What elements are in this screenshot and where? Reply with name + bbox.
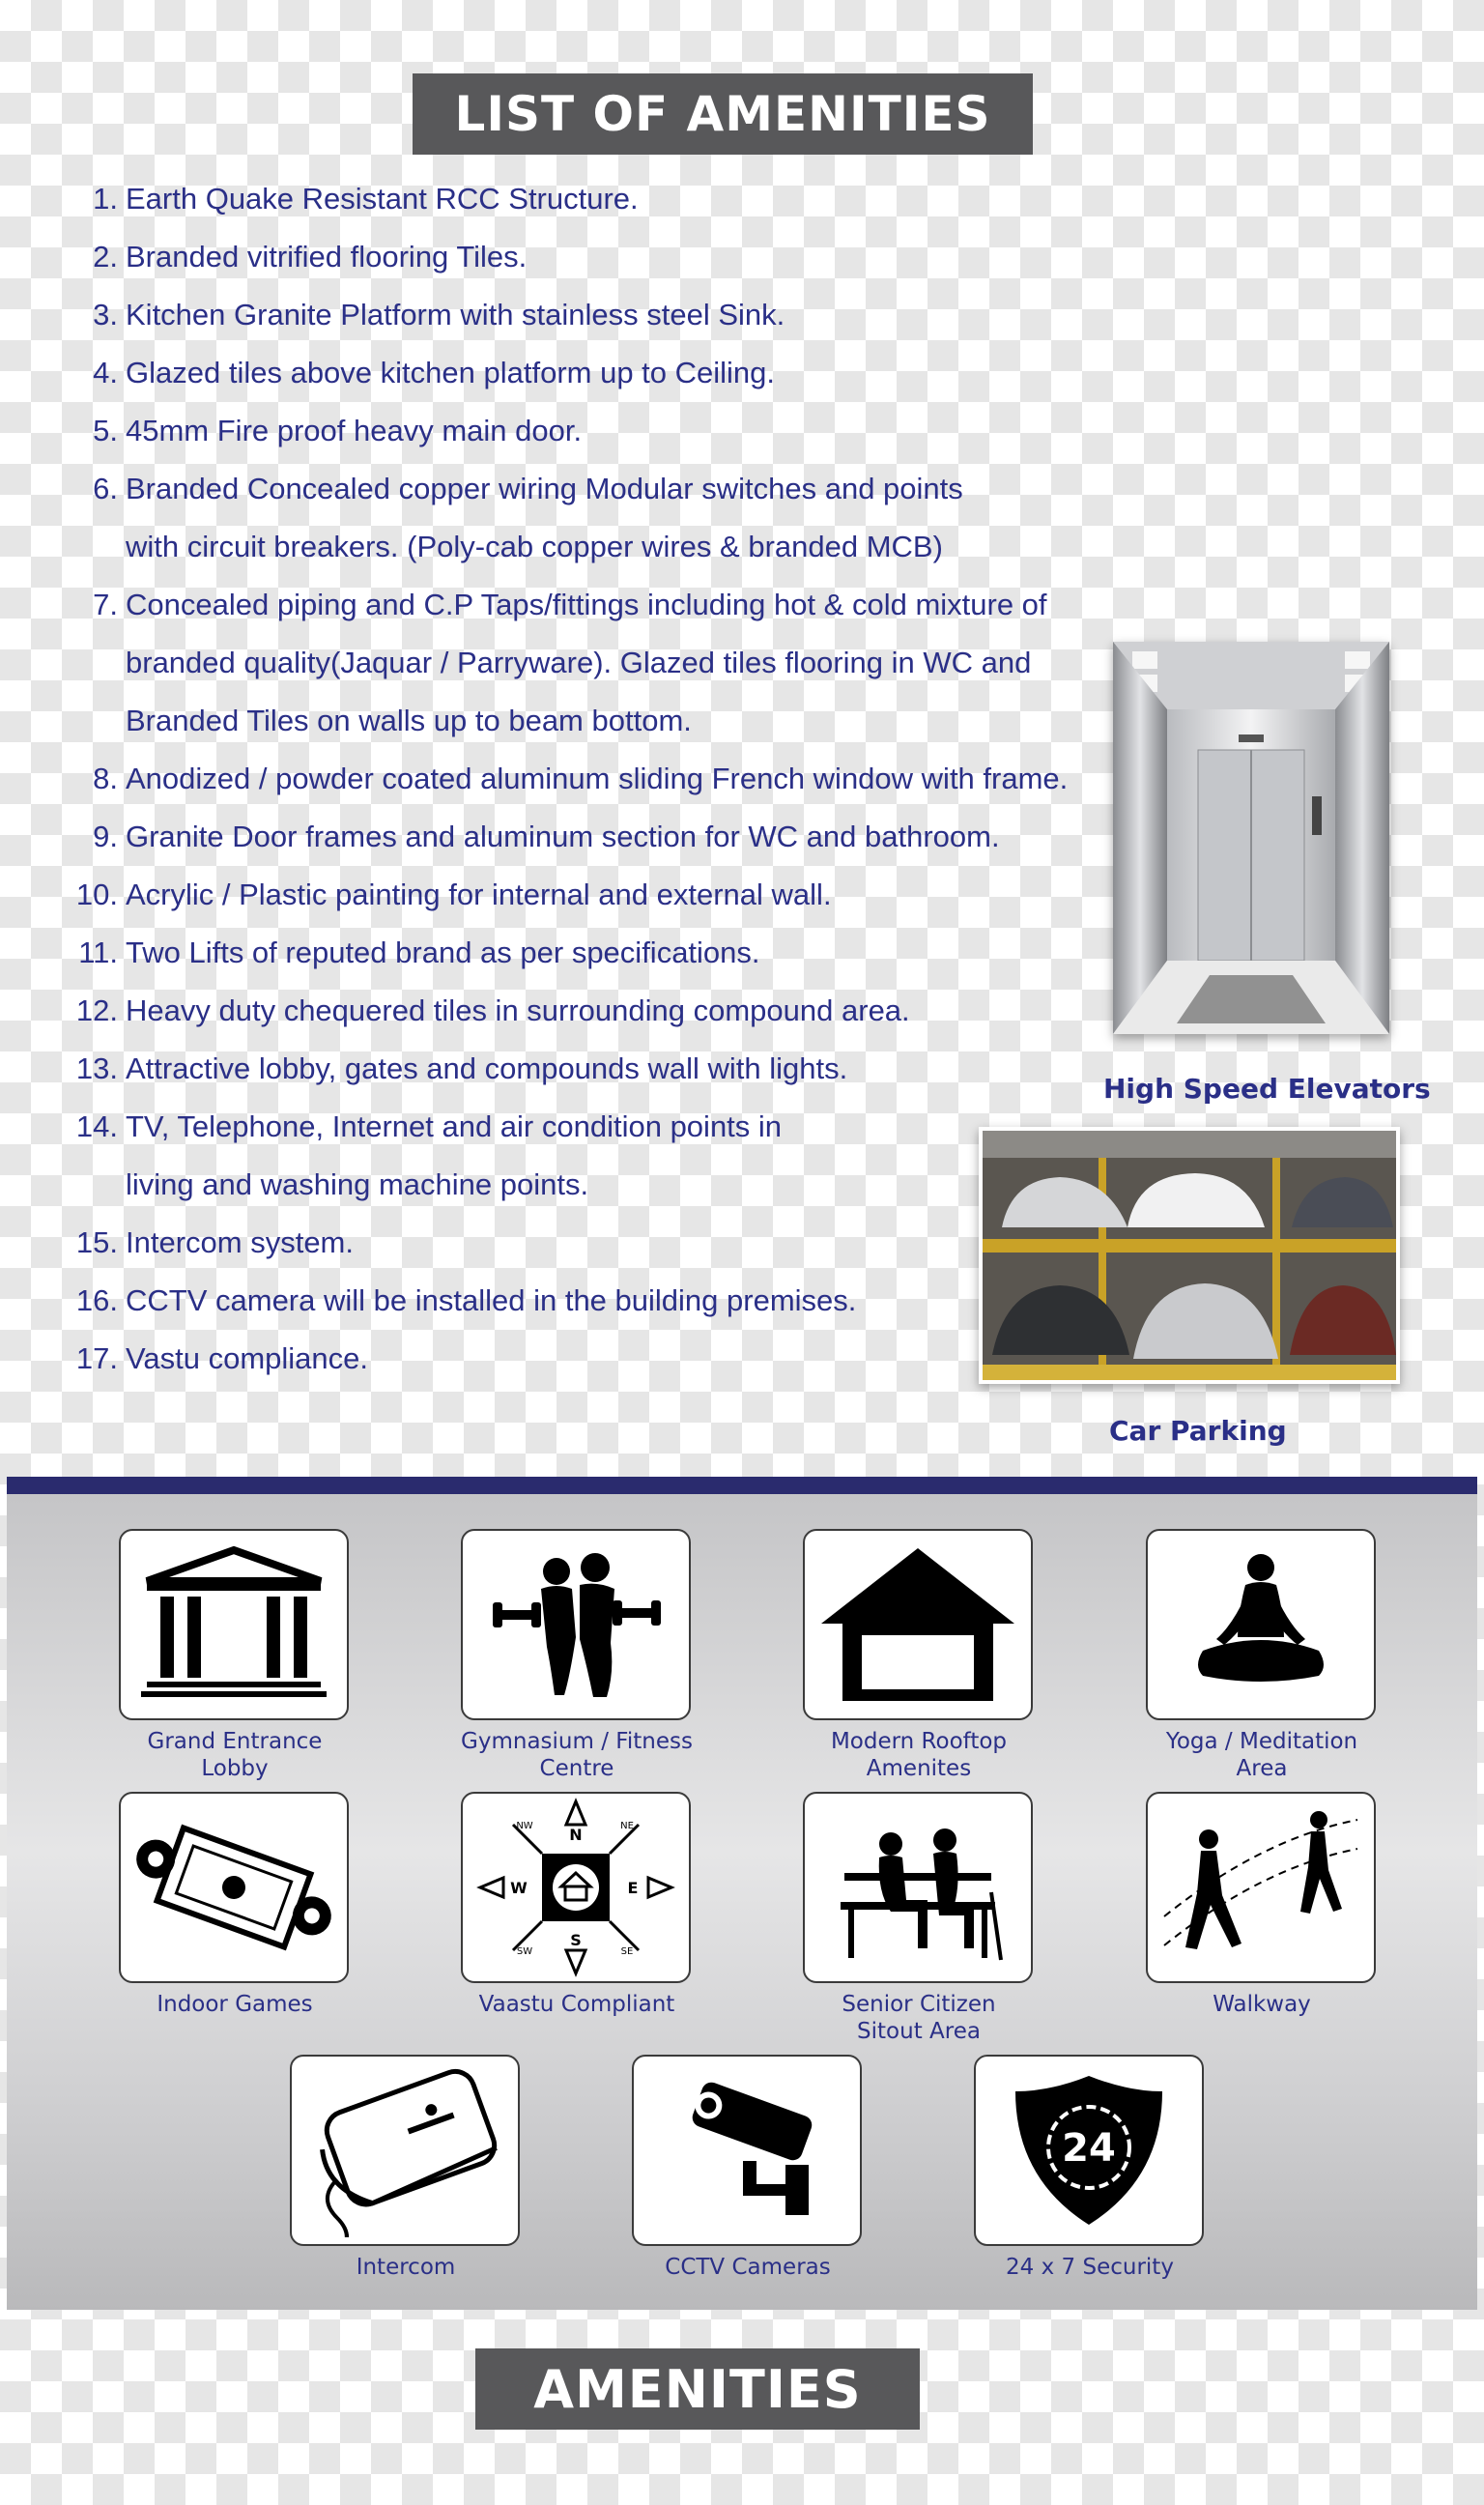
- icon-label-security: 24 x 7 Security: [1006, 2255, 1174, 2280]
- yoga-icon: [1146, 1529, 1376, 1720]
- amenity-list-item: [58, 1225, 354, 1260]
- amenity-number: 12.: [75, 993, 118, 1027]
- icon-label-gymnasium: Gymnasium / Fitness Centre: [461, 1729, 693, 1781]
- svg-text:S: S: [570, 1931, 582, 1949]
- amenity-list-item: [58, 1283, 856, 1318]
- gym-icon: [461, 1529, 691, 1720]
- amenity-list-item: [58, 472, 963, 506]
- game-table-icon: [119, 1792, 349, 1983]
- svg-text:N: N: [569, 1826, 583, 1844]
- amenity-text: 45mm Fire proof heavy main door.: [126, 414, 583, 447]
- amenity-text: Intercom system.: [126, 1225, 354, 1259]
- house-icon: [803, 1529, 1033, 1720]
- elevator-caption: High Speed Elevators: [1103, 1073, 1431, 1105]
- amenity-text: Heavy duty chequered tiles in surrounding compound area.: [126, 993, 910, 1027]
- amenity-list-item: [58, 646, 1031, 680]
- compass-icon: [461, 1792, 691, 1983]
- amenity-number: 17.: [75, 1341, 118, 1375]
- amenity-number: 13.: [75, 1051, 118, 1085]
- panel-divider: [7, 1477, 1477, 1494]
- amenity-text: Two Lifts of reputed brand as per specifications.: [126, 936, 760, 969]
- amenity-text: Earth Quake Resistant RCC Structure.: [126, 182, 639, 216]
- cctv-icon: [632, 2055, 862, 2246]
- amenity-number: 6.: [93, 472, 118, 505]
- amenity-number: 9.: [93, 820, 118, 853]
- elevator-photo: [1113, 642, 1389, 1034]
- page-title: LIST OF AMENITIES: [413, 73, 1033, 155]
- car-parking-caption: Car Parking: [1109, 1415, 1287, 1447]
- amenity-text: Granite Door frames and aluminum section for WC and bathroom.: [126, 820, 1000, 853]
- svg-text:NE: NE: [620, 1821, 634, 1831]
- amenity-list-item: [58, 1109, 782, 1144]
- amenity-text: CCTV camera will be installed in the building premises.: [126, 1283, 857, 1317]
- amenity-text: with circuit breakers. (Poly-cab copper wires & branded MCB): [126, 530, 943, 563]
- svg-text:24: 24: [1062, 2126, 1116, 2171]
- amenity-text: Anodized / powder coated aluminum sliding French window with frame.: [126, 762, 1069, 795]
- amenity-text: Kitchen Granite Platform with stainless steel Sink.: [126, 298, 785, 331]
- amenity-number: 8.: [93, 762, 118, 795]
- icon-label-rooftop: Modern Rooftop Amenites: [830, 1729, 1008, 1781]
- amenity-text: Glazed tiles above kitchen platform up to Ceiling.: [126, 356, 776, 389]
- amenity-list-item: [58, 182, 639, 216]
- amenity-number: 10.: [75, 878, 118, 911]
- amenity-number: 14.: [75, 1109, 118, 1143]
- amenity-number: 2.: [93, 240, 118, 274]
- amenity-text: Branded vitrified flooring Tiles.: [126, 240, 528, 274]
- svg-text:SW: SW: [516, 1946, 533, 1957]
- icon-label-intercom: Intercom: [356, 2255, 456, 2280]
- building-icon: [119, 1529, 349, 1720]
- amenity-text: Vastu compliance.: [126, 1341, 368, 1375]
- walking-icon: [1146, 1792, 1376, 1983]
- amenity-list-item: [58, 878, 832, 912]
- amenity-text: Acrylic / Plastic painting for internal and external wall.: [126, 878, 832, 911]
- icon-label-senior-citizen: Senior Citizen Sitout Area: [842, 1992, 996, 2044]
- amenity-list-item: [58, 704, 692, 738]
- icon-label-grand-entrance: Grand Entrance Lobby: [147, 1729, 323, 1781]
- amenity-text: TV, Telephone, Internet and air condition points in: [126, 1109, 783, 1143]
- car-parking-photo: [979, 1127, 1400, 1384]
- amenity-list-item: [58, 530, 943, 564]
- icon-label-yoga: Yoga / Meditation Area: [1165, 1729, 1358, 1781]
- svg-text:W: W: [510, 1879, 528, 1897]
- amenity-list-item: [58, 936, 760, 970]
- amenity-list-item: [58, 414, 582, 448]
- amenity-list-item: [58, 820, 1000, 854]
- amenity-number: 7.: [93, 588, 118, 621]
- amenity-number: 11.: [78, 936, 118, 969]
- icon-label-walkway: Walkway: [1213, 1992, 1311, 2017]
- amenity-text: branded quality(Jaquar / Parryware). Glazed tiles flooring in WC and: [126, 646, 1032, 679]
- amenity-number: 1.: [93, 182, 118, 216]
- amenity-number: 15.: [75, 1225, 118, 1259]
- amenity-number: 4.: [93, 356, 118, 389]
- amenity-number: 16.: [75, 1283, 118, 1317]
- amenity-list-item: [58, 762, 1068, 796]
- amenity-list-item: [58, 240, 527, 274]
- amenity-text: Branded Concealed copper wiring Modular switches and points: [126, 472, 963, 505]
- amenity-text: Concealed piping and C.P Taps/fittings including hot & cold mixture of: [126, 588, 1047, 621]
- amenity-list-item: [58, 1051, 847, 1086]
- amenity-list-item: [58, 356, 775, 390]
- amenity-number: 5.: [93, 414, 118, 447]
- footer-title: AMENITIES: [475, 2348, 920, 2430]
- svg-text:SE: SE: [620, 1946, 634, 1957]
- icon-label-cctv: CCTV Cameras: [665, 2255, 831, 2280]
- amenity-list-item: [58, 1341, 368, 1376]
- svg-text:E: E: [627, 1879, 639, 1897]
- amenity-list-item: [58, 298, 785, 332]
- amenity-list-item: [58, 588, 1047, 622]
- amenity-text: Attractive lobby, gates and compounds wall with lights.: [126, 1051, 848, 1085]
- amenity-list-item: [58, 993, 910, 1028]
- amenity-text: living and washing machine points.: [126, 1167, 589, 1201]
- icon-label-indoor-games: Indoor Games: [157, 1992, 313, 2017]
- intercom-icon: [290, 2055, 520, 2246]
- amenity-list-item: [58, 1167, 588, 1202]
- security-24-icon: [974, 2055, 1204, 2246]
- icon-label-vaastu: Vaastu Compliant: [478, 1992, 675, 2017]
- amenity-number: 3.: [93, 298, 118, 331]
- svg-text:NW: NW: [516, 1821, 533, 1831]
- bench-icon: [803, 1792, 1033, 1983]
- amenity-text: Branded Tiles on walls up to beam bottom.: [126, 704, 692, 737]
